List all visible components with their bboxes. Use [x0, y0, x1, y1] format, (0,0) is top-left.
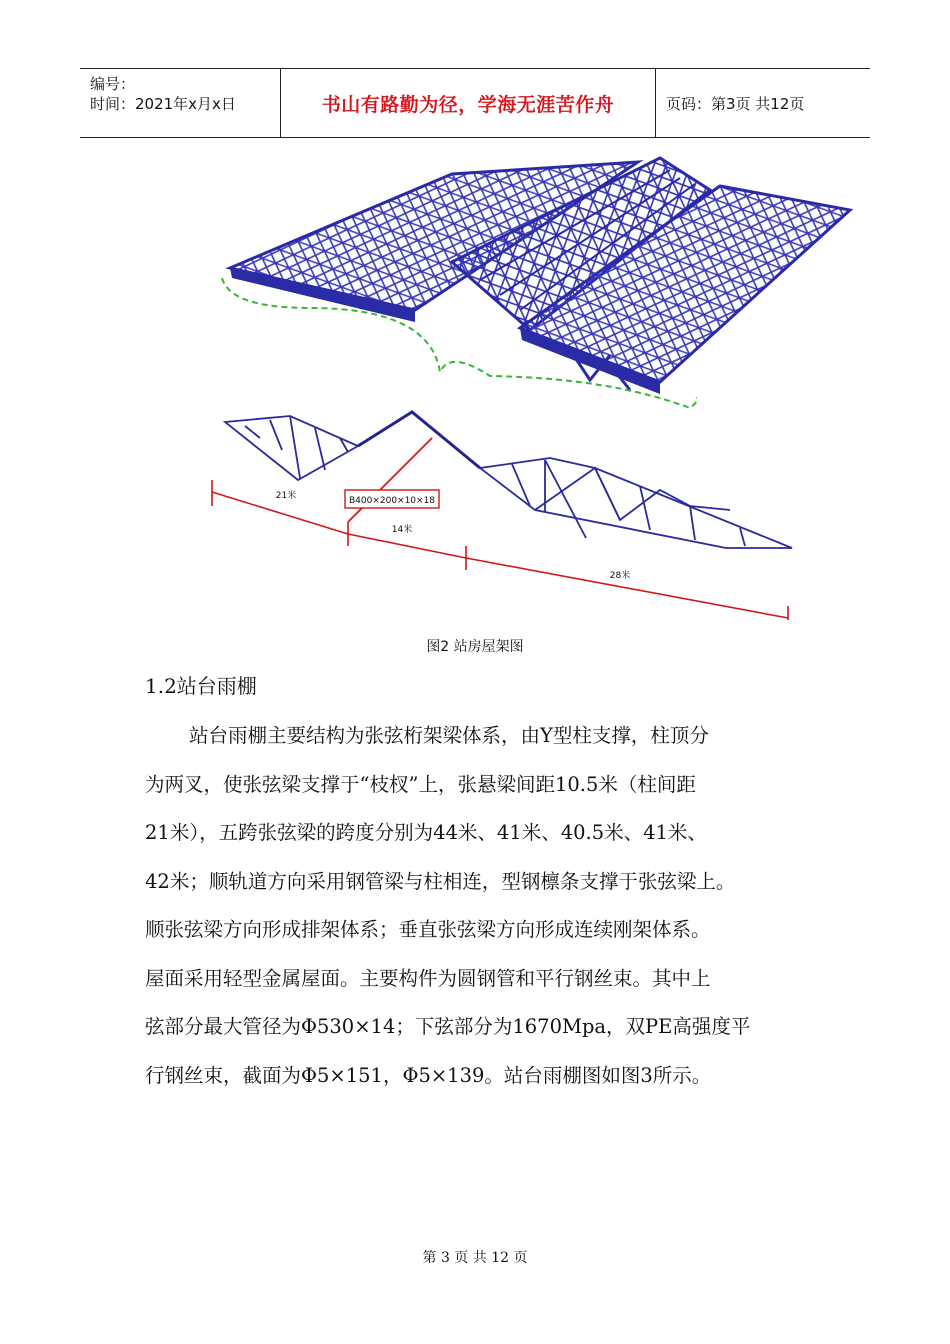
truss-section — [225, 412, 792, 548]
dimension-lines — [212, 480, 788, 620]
document-number: 编号： — [90, 75, 136, 93]
roof-truss-drawing — [190, 150, 860, 620]
document-time: 时间：2021年x月x日 — [90, 95, 236, 113]
header-motto: 书山有路勤为径，学海无涯苦作舟 — [321, 93, 615, 116]
header-meta — [80, 69, 280, 137]
paragraph-line: 行钢丝束，截面为Φ5×151，Φ5×139。站台雨棚图如图3所示。 — [145, 1063, 712, 1087]
figure-caption: 图2 站房屋架图 — [426, 639, 524, 655]
page-header — [80, 68, 870, 138]
section-paragraph — [145, 712, 835, 1100]
paragraph-line: 21米），五跨张弦梁的跨度分别为44米、41米、40.5米、41米、 — [145, 821, 707, 844]
header-page-cell — [656, 69, 870, 137]
paragraph-line: 42米；顺轨道方向采用钢管梁与柱相连，型钢檩条支撑于张弦梁上。 — [145, 869, 736, 893]
page-footer: 第 3 页 共 12 页 — [422, 1250, 528, 1266]
paragraph-line: 顺张弦梁方向形成排架体系；垂直张弦梁方向形成连续刚架体系。 — [145, 918, 711, 941]
span-label-14: 14米 — [391, 525, 413, 535]
span-label-28: 28米 — [609, 571, 631, 581]
roof-truss-figure — [190, 150, 860, 620]
paragraph-line: 为两叉，使张弦梁支撑于“枝杈”上，张悬梁间距10.5米（柱间距 — [145, 772, 696, 796]
header-motto-cell — [280, 69, 656, 137]
paragraph-line: 弦部分最大管径为Φ530×14；下弦部分为1670Mpa，双PE高强度平 — [145, 1015, 751, 1038]
paragraph-line: 屋面采用轻型金属屋面。主要构件为圆钢管和平行钢丝束。其中上 — [145, 966, 711, 990]
section-callout-leader — [348, 438, 432, 522]
paragraph-line: 站台雨棚主要结构为张弦桁架梁体系，由Y型柱支撑，柱顶分 — [189, 724, 709, 747]
section-heading: 1.2站台雨棚 — [145, 674, 257, 698]
section-callout-label: B400×200×10×18 — [348, 496, 436, 506]
header-page-info: 页码：第3页 共12页 — [666, 94, 805, 113]
span-label-21: 21米 — [275, 491, 297, 501]
